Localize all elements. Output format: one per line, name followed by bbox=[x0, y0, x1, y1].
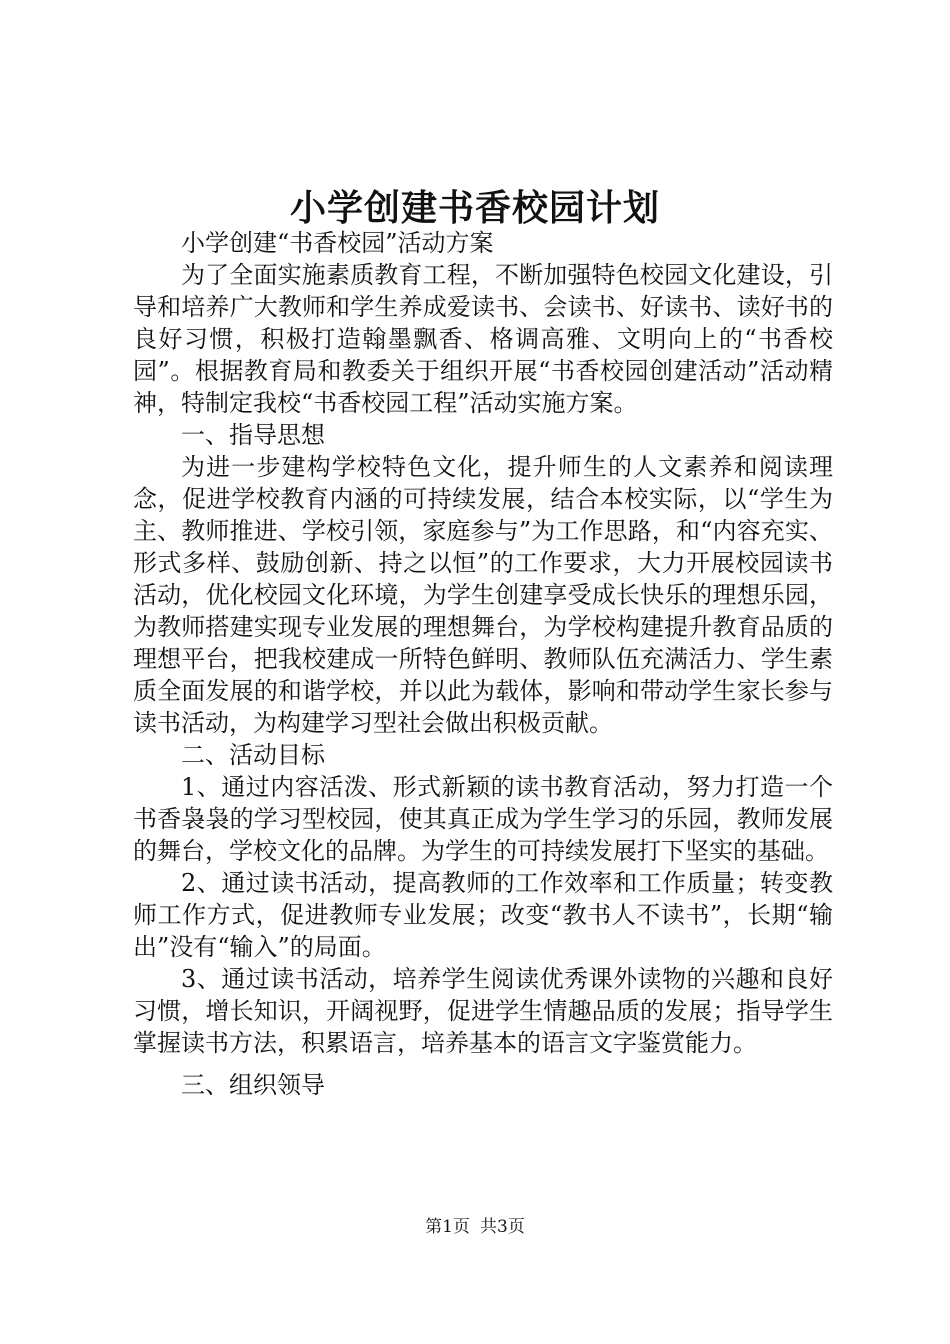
document-title: 小学创建书香校园计划 bbox=[289, 187, 660, 229]
page-number: 第1页 bbox=[425, 1217, 470, 1237]
page-footer bbox=[0, 1216, 950, 1238]
guiding-thought-paragraph: 为进一步建构学校特色文化，提升师生的人文素养和阅读理念，促进学校教育内涵的可持续发展，结合本校实际，以“学生为主、教师推进、学校引领，家庭参与”为工作思路，和“内容充实、形式多样、鼓励创新、持之以恒”的工作要求，大力开展校园读书活动，优化校园文化环境，为学生创建享受成长快乐的理想乐园，为教师搭建实现专业发展的理想舞台，为学校构建提升教育品质的理想平台，把我校建成一所特色鲜明、教师队伍充满活力、学生素质全面发展的和谐学校，并以此为载体，影响和带动学生家长参与读书活动，为构建学习型社会做出积极贡献。 bbox=[133, 453, 833, 737]
section-heading-guiding-thought: 一、指导思想 bbox=[181, 421, 325, 449]
goal-item-3: 3、通过读书活动，培养学生阅读优秀课外读物的兴趣和良好习惯，增长知识，开阔视野，促进学生情趣品质的发展；指导学生掌握读书方法，积累语言，培养基本的语言文字鉴赏能力。 bbox=[133, 965, 833, 1057]
goal-item-2: 2、通过读书活动，提高教师的工作效率和工作质量；转变教师工作方式，促进教师专业发展；改变“教书人不读书”，长期“输出”没有“输入”的局面。 bbox=[133, 869, 833, 961]
document-body bbox=[133, 227, 833, 1101]
section-heading-organization: 三、组织领导 bbox=[181, 1071, 325, 1099]
subtitle-line: 小学创建“书香校园”活动方案 bbox=[181, 229, 494, 257]
page-total: 共3页 bbox=[480, 1217, 525, 1237]
goal-item-1: 1、通过内容活泼、形式新颖的读书教育活动，努力打造一个书香袅袅的学习型校园，使其真正成为学生学习的乐园，教师发展的舞台，学校文化的品牌。为学生的可持续发展打下坚实的基础。 bbox=[133, 773, 833, 865]
section-heading-activity-goals: 二、活动目标 bbox=[181, 741, 325, 769]
intro-paragraph: 为了全面实施素质教育工程，不断加强特色校园文化建设，引导和培养广大教师和学生养成爱读书、会读书、好读书、读好书的良好习惯，积极打造翰墨飘香、格调高雅、文明向上的“书香校园”。根据教育局和教委关于组织开展“书香校园创建活动”活动精神，特制定我校“书香校园工程”活动实施方案。 bbox=[133, 261, 833, 417]
